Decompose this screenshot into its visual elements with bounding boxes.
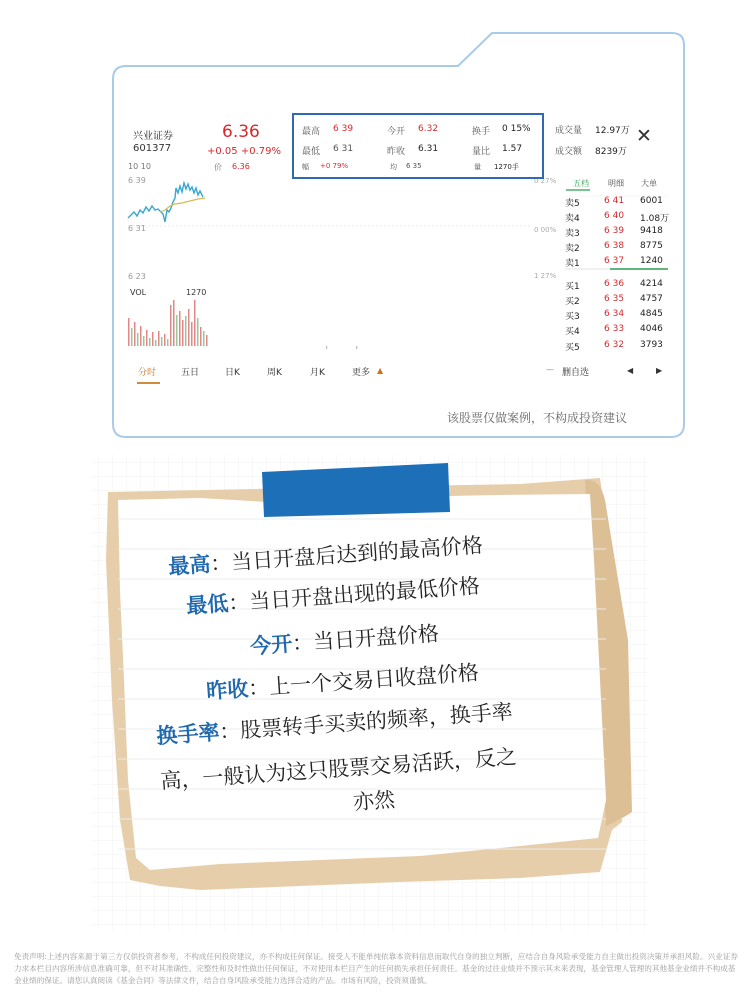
buy-order-volume: 4845	[640, 309, 663, 319]
quote-open-value: 6.32	[418, 124, 439, 134]
buy-order-price: 6 35	[604, 294, 625, 304]
quote-turnover-value: 0 15%	[502, 124, 531, 134]
def-open: ：当日开盘价格	[291, 621, 440, 656]
buy-order-level-label: 买4	[565, 327, 580, 337]
tab-more[interactable]: 更多	[352, 368, 371, 378]
sell-order-price: 6 37	[604, 256, 625, 266]
quote-high-label: 最高	[302, 127, 321, 137]
avg-price-label: 价	[214, 163, 222, 172]
buy-order-level-label: 买3	[565, 312, 580, 322]
tab-weekly-k[interactable]: 周K	[267, 368, 282, 378]
quote-open-label: 今开	[387, 127, 406, 137]
buy-order-volume: 4214	[640, 279, 663, 289]
stock-name: 兴业证券	[133, 131, 173, 142]
sell-order-level-label: 卖4	[565, 214, 580, 224]
def-turnover: ：股票转手买卖的频率，换手率	[218, 699, 514, 745]
avg-price-value: 6.36	[232, 162, 250, 171]
buy-order-price: 6 34	[604, 309, 625, 319]
active-tab-indicator	[137, 382, 160, 384]
total-turnover-label: 成交额	[555, 147, 583, 157]
term-turnover: 换手率	[155, 720, 221, 749]
buy-order-volume: 3793	[640, 340, 663, 350]
quote-prev-close-label: 昨收	[387, 147, 406, 157]
note-line-turnover-end: 亦然	[352, 787, 396, 815]
axis-price-high: 6 39	[128, 176, 146, 185]
quote-quantity-value: 1270手	[494, 163, 519, 171]
buy-order-price: 6 32	[604, 340, 625, 350]
stock-price: 6.36	[222, 122, 260, 142]
quote-low-label: 最低	[302, 147, 321, 157]
axis-pct-top: 0 27%	[534, 177, 557, 185]
order-tab-large[interactable]: 大单	[641, 179, 657, 188]
sell-order-level-label: 卖1	[565, 259, 580, 269]
case-notice: 该股票仅做案例，不构成投资建议	[447, 411, 628, 425]
sell-order-volume: 9418	[640, 226, 663, 236]
total-volume-value: 12.97万	[595, 126, 630, 136]
quote-high-value: 6 39	[333, 124, 354, 134]
quote-average-label: 均	[390, 163, 397, 171]
def-low: ：当日开盘出现的最低价格	[227, 573, 481, 616]
sell-order-price: 6 40	[604, 211, 625, 221]
sell-order-level-label: 卖3	[565, 229, 580, 239]
buy-order-level-label: 买2	[565, 297, 580, 307]
caret-up-icon: ▲	[377, 366, 384, 375]
quote-volume-ratio-label: 量比	[472, 147, 491, 157]
sell-order-volume: 1.08万	[640, 214, 670, 224]
remove-watchlist-button[interactable]: 删自选	[562, 368, 590, 378]
buy-order-level-label: 买1	[565, 282, 580, 292]
volume-label: VOL	[130, 288, 147, 297]
sell-order-volume: 1240	[640, 256, 663, 266]
sell-order-level-label: 卖2	[565, 244, 580, 254]
quote-low-value: 6 31	[333, 144, 354, 154]
total-volume-label: 成交量	[555, 126, 583, 136]
total-turnover-value: 8239万	[595, 147, 627, 157]
term-high: 最高	[167, 552, 212, 579]
tab-monthly-k[interactable]: 月K	[310, 368, 325, 378]
note-line-turnover-cont: 高，一般认为这只股票交易活跃，反之	[159, 744, 518, 794]
close-icon[interactable]: ✕	[636, 125, 652, 147]
quote-summary-box	[292, 113, 544, 179]
quote-amplitude-label: 幅	[302, 163, 309, 171]
term-prev-close: 昨收	[205, 676, 250, 704]
sell-order-volume: 8775	[640, 241, 663, 251]
folder-card-frame	[0, 0, 750, 445]
prev-arrow-icon[interactable]: ◀	[627, 366, 634, 375]
quote-turnover-label: 换手	[472, 127, 491, 137]
term-open: 今开	[249, 631, 294, 659]
order-tab-five-levels[interactable]: 五档	[573, 179, 589, 188]
sell-order-price: 6 38	[604, 241, 625, 251]
buy-order-price: 6 33	[604, 324, 625, 334]
axis-price-mid: 6 31	[128, 224, 146, 233]
def-prev-close: ：上一个交易日收盘价格	[247, 660, 480, 701]
quote-prev-close-value: 6.31	[418, 144, 439, 154]
next-arrow-icon[interactable]: ▶	[656, 366, 663, 375]
axis-price-low: 6 23	[128, 272, 146, 281]
sell-order-price: 6 39	[604, 226, 625, 236]
tab-intraday[interactable]: 分时	[138, 368, 157, 378]
buy-order-price: 6 36	[604, 279, 625, 289]
stock-change: +0.05 +0.79%	[207, 146, 281, 157]
chart-time: 10 10	[128, 162, 151, 171]
tab-five-day[interactable]: 五日	[181, 368, 200, 378]
axis-pct-bottom: 1 27%	[534, 272, 557, 280]
buy-order-volume: 4046	[640, 324, 663, 334]
axis-pct-mid: 0 00%	[534, 226, 557, 234]
quote-amplitude-value: +0 79%	[320, 162, 349, 170]
order-tab-details[interactable]: 明细	[608, 179, 624, 188]
buy-order-level-label: 买5	[565, 343, 580, 353]
sell-order-level-label: 卖5	[565, 199, 580, 209]
quote-quantity-label: 量	[474, 163, 481, 171]
def-high: ：当日开盘后达到的最高价格	[209, 533, 484, 577]
quote-average-value: 6 35	[406, 162, 422, 170]
buy-order-volume: 4757	[640, 294, 663, 304]
tab-daily-k[interactable]: 日K	[225, 368, 240, 378]
sell-order-volume: 6001	[640, 196, 663, 206]
dash-icon: —	[546, 365, 554, 374]
term-low: 最低	[185, 591, 230, 619]
legal-disclaimer: 免责声明:上述内容来源于第三方仅供投资者参考，不构成任何投资建议，亦不构成任何保证。接受人不能单纯依靠本资料信息而取代自身的独立判断，应结合自身风险承受能力自主做出投资决策并承担风险。兴业证券力求本栏目内容所涉信息准确可靠，但不对其准确性、完整性和及时性做出任何保证，不对使用本栏目产生的任何损失承担任何责任。基金的过往业绩并不预示其未来表现，基金管理人管理的其他基金业绩并不构成基金业绩的保证。请您认真阅读《基金合同》等法律文件，结合自身风险承受能力选择合适的产品。市场有风险，投资须谨慎。	[14, 952, 738, 985]
stock-code: 601377	[133, 143, 172, 154]
quote-volume-ratio-value: 1.57	[502, 144, 523, 154]
sell-order-price: 6 41	[604, 196, 625, 206]
volume-max-value: 1270	[186, 288, 207, 297]
